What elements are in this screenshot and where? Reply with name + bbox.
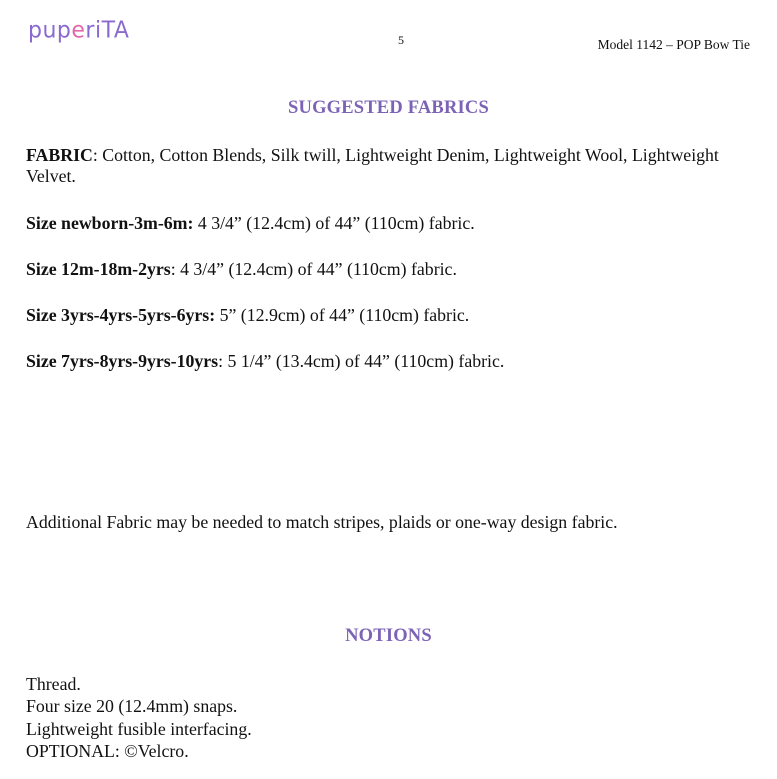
size-label: Size 3yrs-4yrs-5yrs-6yrs: [26, 305, 216, 325]
size-requirement [26, 213, 746, 234]
suggested-fabrics-heading: SUGGESTED FABRICS [288, 98, 489, 118]
size-text: 5” (12.9cm) of 44” (110cm) fabric. [215, 305, 470, 325]
notion-item: Thread. [26, 674, 81, 694]
puperita-logo: puperiTA [28, 17, 130, 44]
fabric-label: FABRIC [26, 145, 93, 165]
notions-heading: NOTIONS [345, 626, 432, 646]
notion-item: Four size 20 (12.4mm) snaps. [26, 696, 238, 717]
notion-item: Lightweight fusible interfacing. [26, 718, 252, 739]
model-title: Model 1142 – POP Bow Tie [597, 37, 750, 52]
size-label: Size 7yrs-8yrs-9yrs-10yrs [26, 351, 219, 371]
size-requirement [26, 305, 746, 326]
size-requirement [26, 351, 746, 372]
fabric-list [26, 145, 746, 187]
size-label: Size newborn-3m-6m: [26, 213, 194, 233]
size-text: : 5 1/4” (13.4cm) of 44” (110cm) fabric. [218, 351, 505, 371]
additional-fabric-note: Additional Fabric may be needed to match stripes, plaids or one-way design fabric. [26, 512, 618, 532]
notions-list [26, 673, 252, 762]
size-text: 4 3/4” (12.4cm) of 44” (110cm) fabric. [193, 213, 475, 233]
size-requirement [26, 259, 746, 280]
page-number: 5 [398, 33, 404, 47]
notion-item: OPTIONAL: ©Velcro. [26, 740, 189, 761]
size-label: Size 12m-18m-2yrs [26, 259, 171, 279]
fabric-text: : Cotton, Cotton Blends, Silk twill, Lightweight Denim, Lightweight Wool, Lightweight Velvet. [26, 145, 719, 186]
size-text: : 4 3/4” (12.4cm) of 44” (110cm) fabric. [170, 259, 457, 279]
